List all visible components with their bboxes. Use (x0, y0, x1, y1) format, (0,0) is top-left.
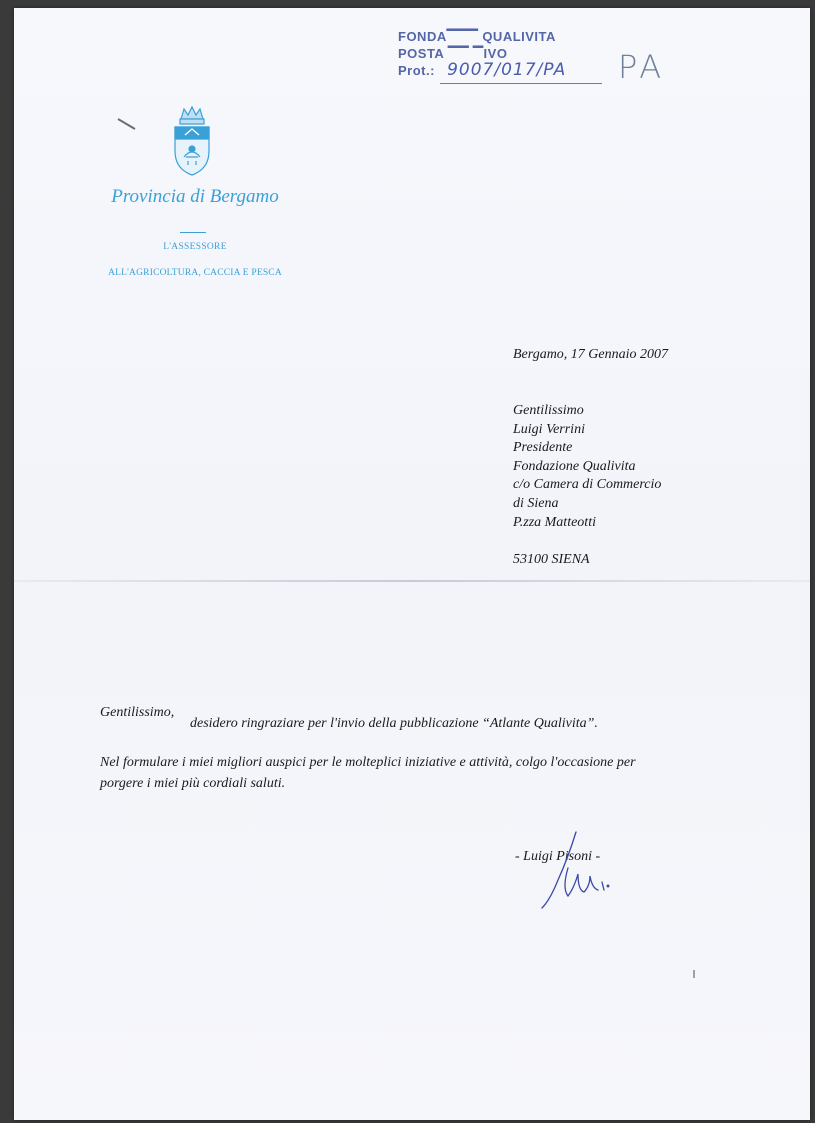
letter-paragraph-line-1: Nel formulare i miei migliori auspici per le molteplici iniziative e attività, colgo l'occasione per (100, 755, 636, 770)
stamp-line-mail: POSTA ▔▔ ▔IVO (398, 46, 508, 61)
stamp-line-foundation: FONDA▔▔▔ QUALIVITA (398, 29, 556, 44)
recipient-organization: Fondazione Qualivita (513, 458, 636, 474)
protocol-stamp (398, 28, 610, 90)
office-title: L'ASSESSORE (163, 242, 227, 252)
stamp-line-protocol (398, 62, 610, 79)
recipient-care-of: c/o Camera di Commercio (513, 477, 662, 493)
institution-name: Provincia di Bergamo (111, 186, 279, 207)
fold-crease (14, 580, 810, 582)
handwritten-initials: PA (618, 48, 666, 86)
department-title: ALL'AGRICOLTURA, CACCIA E PESCA (108, 268, 282, 278)
staple-mark-icon (117, 117, 137, 131)
recipient-salutation: Gentilissimo (513, 403, 584, 418)
recipient-name: Luigi Verrini (513, 421, 585, 437)
letter-sheet (14, 8, 810, 1120)
scan-speck (693, 970, 695, 978)
recipient-address (513, 402, 661, 569)
letter-thanks-line: desidero ringraziare per l'invio della pubblicazione “Atlante Qualivita”. (190, 716, 598, 731)
recipient-street: P.zza Matteotti (513, 514, 596, 530)
letterhead-divider (180, 232, 206, 233)
stamp-protocol-label: Prot.: (398, 63, 435, 78)
handwritten-signature-icon (528, 828, 628, 912)
coat-of-arms-icon (171, 105, 213, 177)
signatory-name: - Luigi Pisoni - (515, 849, 601, 864)
recipient-city-line: di Siena (513, 495, 559, 511)
stamp-protocol-number: 9007/017/PA (447, 60, 567, 80)
stamp-underline (440, 83, 602, 84)
letter-paragraph-line-2: porgere i miei più cordiali saluti. (100, 776, 286, 791)
date-line: Bergamo, 17 Gennaio 2007 (513, 347, 669, 362)
letter-paragraph (100, 752, 636, 794)
letter-greeting: Gentilissimo, (100, 705, 175, 720)
recipient-role: Presidente (513, 440, 573, 456)
recipient-postcode-city: 53100 SIENA (513, 551, 590, 567)
